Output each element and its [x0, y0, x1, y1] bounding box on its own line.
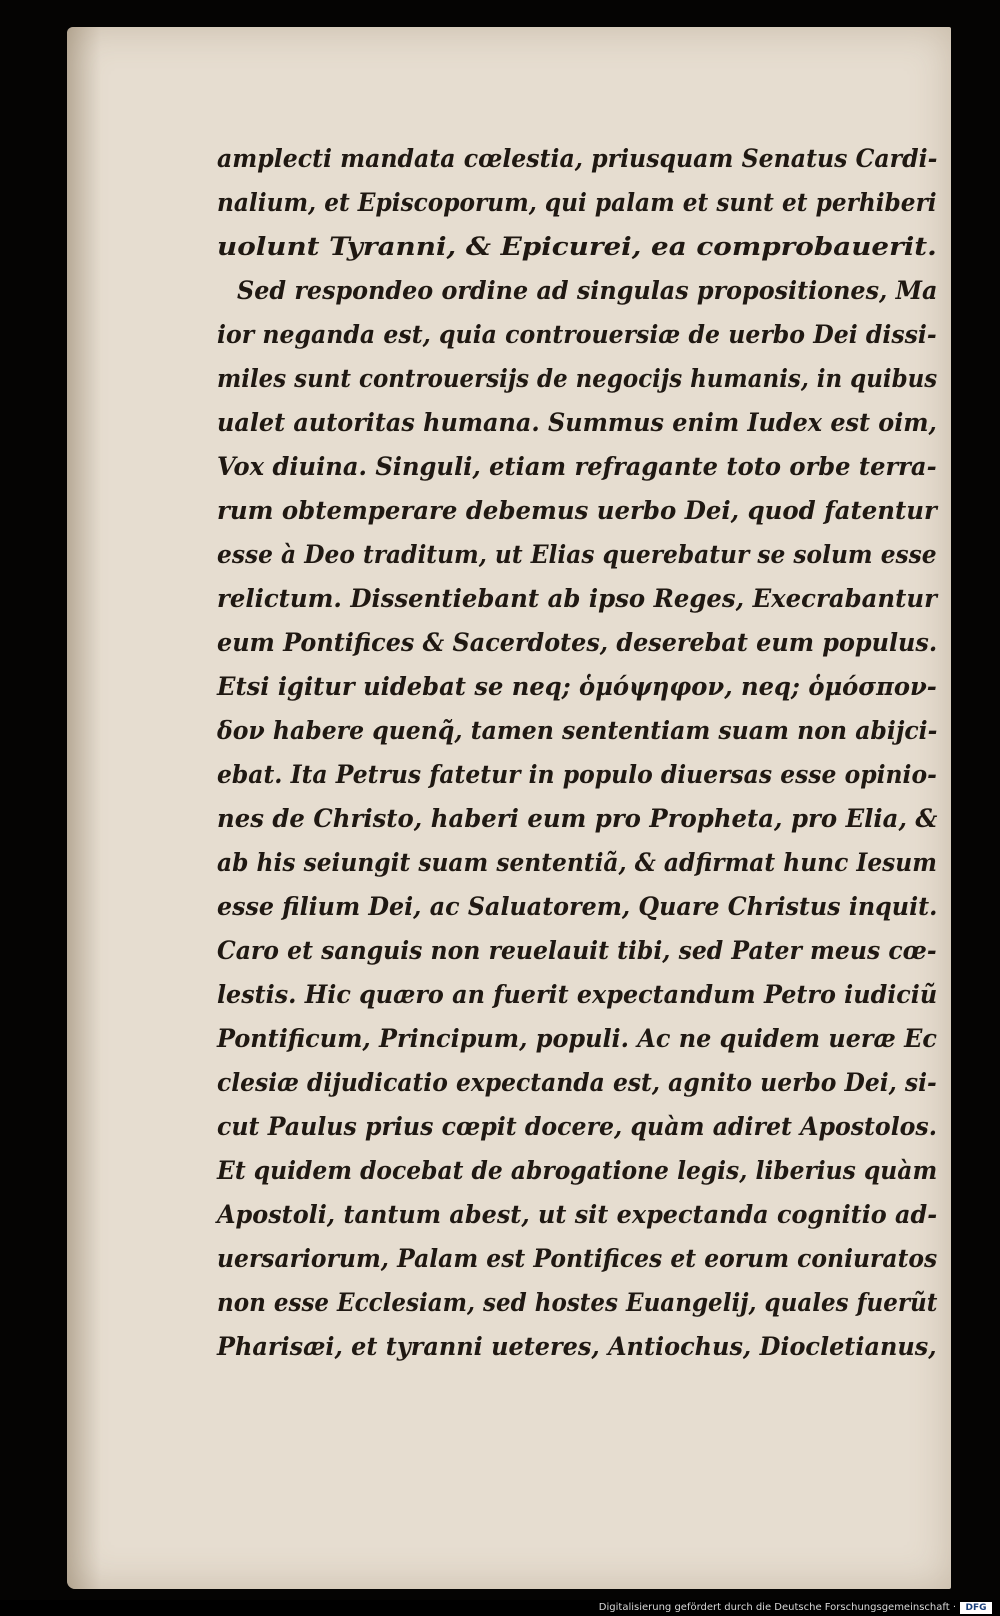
text-line: relictum. Dissentiebant ab ipso Reges, Execrabantur	[217, 584, 937, 613]
text-line: amplecti mandata cœlestia, priusquam Senatus Cardi-	[217, 144, 938, 173]
text-line: miles sunt controuersijs de negocijs humanis, in quibus	[217, 364, 938, 393]
text-line: ebat. Ita Petrus fatetur in populo diuersas esse opinio-	[217, 760, 937, 789]
book-page	[67, 27, 951, 1589]
text-line: δον habere quenq̃, tamen sententiam suam non abijci-	[217, 716, 938, 745]
text-line: Sed respondeo ordine ad singulas propositiones, Ma	[237, 276, 938, 305]
text-line: eum Pontifices & Sacerdotes, deserebat eum populus.	[217, 628, 938, 657]
text-line: non esse Ecclesiam, sed hostes Euangelij, quales fuerũt	[217, 1288, 938, 1317]
text-line: Pharisæi, et tyranni ueteres, Antiochus, Diocletianus,	[217, 1332, 937, 1361]
text-line: nalium, et Episcoporum, qui palam et sunt et perhiberi	[217, 188, 937, 217]
text-line: Pontificum, Principum, populi. Ac ne quidem ueræ Ec	[217, 1024, 937, 1053]
text-line: Apostoli, tantum abest, ut sit expectanda cognitio ad-	[217, 1200, 938, 1229]
text-line: nes de Christo, haberi eum pro Propheta, pro Elia, &	[217, 804, 938, 833]
text-line: ab his seiungit suam sententiã, & adfirmat hunc Iesum	[217, 848, 937, 877]
text-line: Caro et sanguis non reuelauit tibi, sed Pater meus cœ-	[217, 936, 937, 965]
text-line: Vox diuina. Singuli, etiam refragante toto orbe terra-	[217, 452, 937, 481]
digitization-footer	[0, 1600, 1000, 1616]
text-line: ualet autoritas humana. Summus enim Iudex est oim,	[217, 408, 937, 437]
text-line: esse filium Dei, ac Saluatorem, Quare Christus inquit.	[217, 892, 938, 921]
text-block	[217, 139, 937, 1379]
text-line: cut Paulus prius cœpit docere, quàm adiret Apostolos.	[217, 1112, 937, 1141]
text-line: ior neganda est, quia controuersiæ de uerbo Dei dissi-	[217, 320, 937, 349]
text-line: Etsi igitur uidebat se neq; ὁμόψηφον, neq; ὁμόσπον-	[217, 672, 937, 701]
text-line: uersariorum, Palam est Pontifices et eorum coniuratos	[217, 1244, 938, 1273]
funding-credit: Digitalisierung gefördert durch die Deutsche Forschungsgemeinschaft ·	[598, 1602, 956, 1613]
text-line: lestis. Hic quæro an fuerit expectandum Petro iudiciũ	[217, 980, 938, 1009]
page-gutter-shadow	[67, 27, 101, 1589]
text-line: rum obtemperare debemus uerbo Dei, quod fatentur	[217, 496, 937, 525]
text-line: uolunt Tyranni, & Epicurei, ea comprobauerit.	[217, 232, 937, 261]
text-line: clesiæ dijudicatio expectanda est, agnito uerbo Dei, si-	[217, 1068, 937, 1097]
text-line: esse à Deo traditum, ut Elias querebatur se solum esse	[217, 540, 937, 569]
text-line: Et quidem docebat de abrogatione legis, liberius quàm	[217, 1156, 938, 1185]
dfg-logo-icon: DFG	[960, 1602, 992, 1614]
